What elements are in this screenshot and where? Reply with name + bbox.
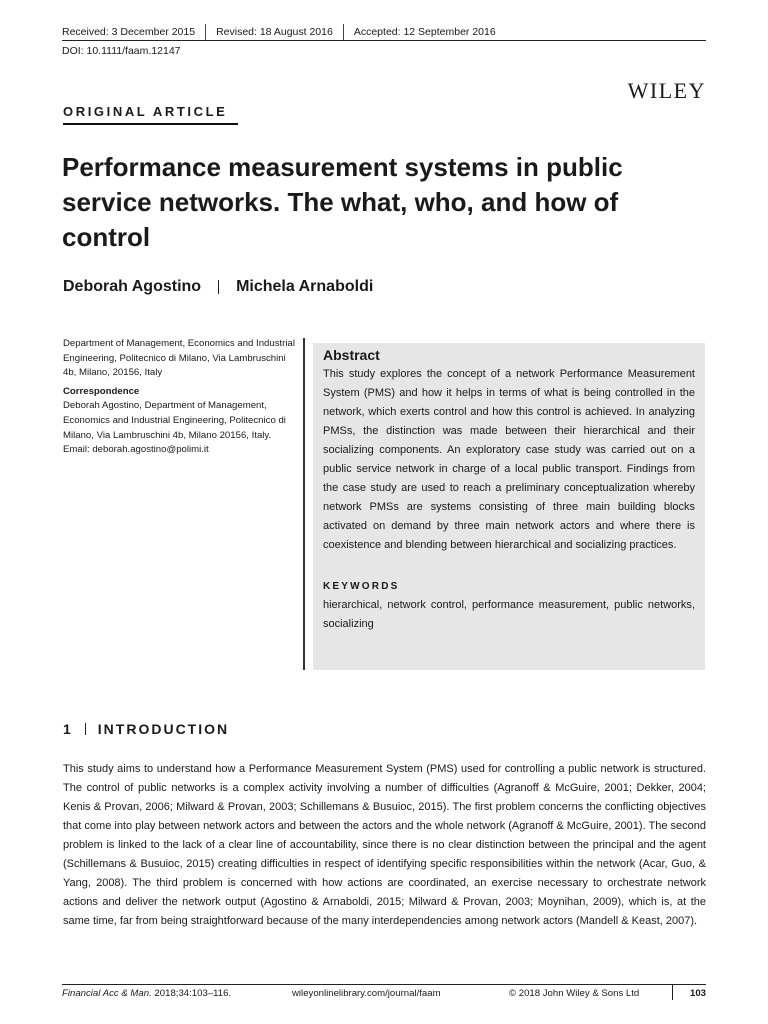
publisher-logo: WILEY	[627, 78, 706, 103]
author-name[interactable]: Deborah Agostino	[63, 278, 202, 295]
revised-date: Revised: 18 August 2016	[216, 26, 333, 38]
date-divider	[205, 24, 206, 40]
page-footer	[62, 988, 706, 1002]
column-divider	[303, 338, 305, 670]
keywords-heading: KEYWORDS	[323, 581, 400, 592]
citation-details: 2018;34:103–116.	[151, 988, 232, 999]
article-title: Performance measurement systems in public service networks. The what, who, and how of control	[62, 152, 623, 252]
copyright: © 2018 John Wiley & Sons Ltd	[509, 988, 640, 999]
introduction-heading	[63, 721, 229, 737]
journal-citation	[62, 988, 231, 999]
header-rule	[62, 40, 706, 41]
correspondence-heading: Correspondence	[63, 385, 140, 397]
correspondence-email[interactable]: Email: deborah.agostino@polimi.it	[63, 444, 209, 456]
author-list	[63, 278, 373, 296]
journal-name: Financial Acc & Man.	[62, 988, 152, 999]
introduction-body: This study aims to understand how a Performance Measurement System (PMS) used for controlling a public network is structured. The control of public networks is a complex activity involving a number of difficulties (Agranoff & McGuire, 2001; Dekker, 2004; Kenis & Provan, 2006; Milward & Provan, 2003; Schillemans & Busuioc, 2015). The first problem concerns the conflicting objectives that come into play between network actors and between the actors and the whole network (Agranoff & McGuire, 2001). The second problem is linked to the lack of a clear line of accountability, since there is no clear distinction between the principal and the agent (Schillemans & Busuioc, 2015) creating difficulties in respect of identifying specific responsibilities within the network (Acar, Guo, & Yang, 2008). The third problem is concerned with how actions are coordinated, an exercise necessary to orchestrate network actions and deliver the network output (Agostino & Arnaboldi, 2015; Milward & Provan, 2003; Moynihan, 2009), which is, at the same time, far from being straightforward because of the many interdependencies among network actors (Mandell & Keast, 2007).	[63, 763, 706, 927]
affiliation-column	[63, 337, 299, 458]
section-number: 1	[63, 721, 73, 737]
article-type: ORIGINAL ARTICLE	[63, 104, 228, 119]
author-name[interactable]: Michela Arnaboldi	[236, 278, 374, 295]
doi[interactable]: DOI: 10.1111/faam.12147	[62, 45, 181, 57]
affiliation: Department of Management, Economics and Industrial Engineering, Politecnico di Milano, Via Lambruschini 4b, Milano, 20156, Italy	[63, 338, 295, 379]
publication-dates	[62, 22, 706, 42]
date-divider	[343, 24, 344, 40]
author-divider	[218, 280, 219, 294]
page-divider	[672, 984, 673, 1000]
abstract-box	[313, 343, 705, 670]
section-title: INTRODUCTION	[97, 721, 230, 737]
section-divider	[85, 723, 86, 735]
received-date: Received: 3 December 2015	[62, 26, 196, 38]
correspondence-address: Deborah Agostino, Department of Management, Economics and Industrial Engineering, Politecnico di Milano, Via Lambruschini 4b, Milano 20156, Italy.	[63, 400, 286, 441]
footer-rule	[62, 984, 706, 985]
accepted-date: Accepted: 12 September 2016	[353, 26, 496, 38]
article-type-underline	[63, 123, 238, 125]
abstract-heading: Abstract	[323, 347, 380, 363]
page-number: 103	[689, 988, 706, 999]
keywords: hierarchical, network control, performance measurement, public networks, socializing	[323, 599, 695, 630]
journal-url[interactable]: wileyonlinelibrary.com/journal/faam	[292, 988, 441, 999]
abstract-text: This study explores the concept of a network Performance Measurement System (PMS) and how it helps in terms of what is being controlled in the network, which exerts control and how this control is achieved. In analyzing PMSs, the distinction was made between their hierarchical and their socializing components. An exploratory case study was carried out on a public service network in charge of a local public transport. Findings from the case study are used to reach a preliminary conceptualization whereby network PMSs are systems consisting of three main building blocks activated on demand by three main network actors and where there is coexistence and blending between hierarchical and socializing practices.	[323, 368, 695, 551]
